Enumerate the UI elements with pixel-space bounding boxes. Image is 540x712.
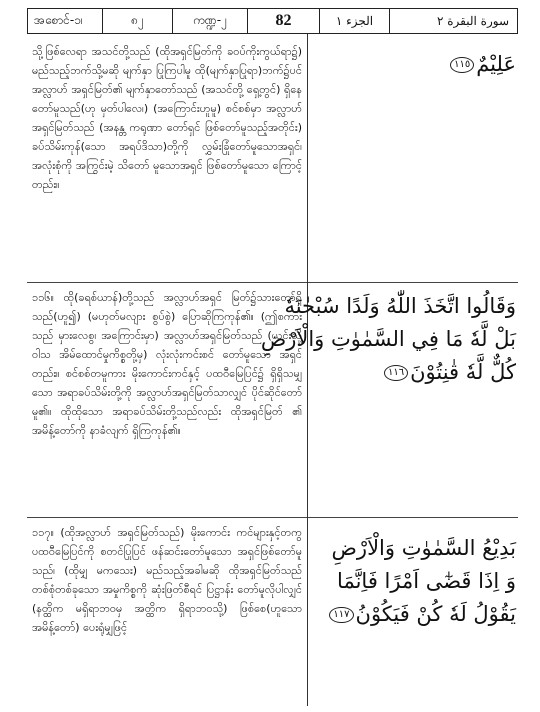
arabic-line: كُلٌّ لَّهٗ قٰنِتُوْنَ <box>410 360 516 384</box>
column-divider <box>307 34 308 706</box>
arabic-line: وَقَالُوا اتَّخَذَ اللّٰهُ وَلَدًا سُبْحٰنَهٗ <box>284 294 516 318</box>
header-surah-ar: سورة البقرة ٢ <box>436 14 509 28</box>
arabic-verse-116 <box>260 290 516 389</box>
arabic-line: بَدِيْعُ السَّمٰوٰتِ وَالْاَرْضِ <box>331 536 516 560</box>
verse-number-ornament: ١١٦ <box>384 365 408 381</box>
arabic-line: يَقُوْلُ لَهٗ كُنْ فَيَكُوْنُ <box>355 602 516 626</box>
section-rule <box>27 517 307 518</box>
arabic-line: بَلْ لَّهٗ مَا فِي السَّمٰوٰتِ وَالْاَرْضِ <box>260 327 516 351</box>
translation-text: ၁၁၇။ (ထိုအလ္လာဟ် အရှင်မြတ်သည်) မိုးကောင်း ကင်များနှင့်တကွ ပထဝီမြေပြင်ကို စတင်ပြုပြင် ဖန်ဆင်းတော်မူသော အရှင်ဖြစ်တော်မူသည်၊ (ထိုမျှ မကသေး) မည်သည့်အခါမဆို ထိုအရှင်မြတ်သည် တစ်စုံတစ်ခုသော အမှုကိစ္စကို ဆုံးဖြတ်စီရင် ပြဋ္ဌာန်း တော်မူလိုပါလျှင် (နတ္ထိက မရှိရာဘဝမှ အတ္ထိက ရှိရာဘဝသို့) ဖြစ်စေ(ဟူသောအမိန့်တော်) ပေးရုံမျှဖြင့် <box>32 526 302 634</box>
section-rule <box>308 282 518 283</box>
translation-text: သို့ဖြစ်လေရာ အသင်တို့သည် (ထိုအရှင်မြတ်ကို ခဝပ်ကိုးကွယ်ရာ၌) မည်သည့်ဘက်သို့မဆို မျက်နှာ ပြုကြပါမူ ထို(မျက်နှာပြုရာ)ဘက်၌ပင် အလ္လာဟ် အရှင်မြတ်၏ မျက်နှာတော်သည် (အသင်တို့ ရှေ့တွင်) ရှိနေတော်မူသည်(ဟု မှတ်ပါလေ၊) (အကြောင်းဟူမူ) စင်စစ်မှာ အလ္လာဟ်အရှင်မြတ်သည် (အနန္တ ကရုဏာ တော်ရှင် ဖြစ်တော်မူသည့်အတိုင်း) ခပ်သိမ်းကုန်(သော အရပ်ဒိသာ)တို့ကို လွှမ်းခြုံတော်မူသောအရှင်၊ အလုံးစုံကို အကြွင်းမဲ့ သိတော် မူသောအရှင် ဖြစ်တော်မူသော ကြောင့်တည်း။ <box>32 45 302 191</box>
header-page-number: 82 <box>248 9 320 33</box>
translation-para-115 <box>32 42 302 274</box>
verse-number-ornament: ١١٧ <box>329 607 353 623</box>
translation-text: ၁၁၆။ ထို(ခရစ်ယာန်)တို့သည် အလ္လာဟ်အရှင် မြတ်၌သားတော်ရှိသည်(ဟူ၍) (မဟုတ်မလျား စွပ်စွဲ) ပြောဆိုကြကုန်၏။ (ဤစကားသည် မှားလေစွ၊ အကြောင်းမှာ) အလ္လာဟ်အရှင်မြတ်သည် (ယင်းသို့ ဝါသ အိမ်ထောင်မှုကိစ္စတို့မှ) လုံးလုံးကင်းစင် တော်မူသော အရှင်တည်း။ စင်စစ်တမူကား မိုးကောင်းကင်နှင့် ပထဝီမြေပြင်၌ ရှိရှိသမျှသော အရာခပ်သိမ်းတို့ကို အလ္လာဟ်အရှင်မြတ်သာလျှင် ပိုင်ဆိုင်တော်မူ၏။ ထိုထိုသော အရာခပ်သိမ်းတို့သည်လည်း ထိုအရှင်မြတ် ၏ အမိန့်တော်ကို နာခံလျက် ရှိကြကုန်၏။ <box>32 291 302 437</box>
translation-para-117 <box>32 523 302 707</box>
header-page-mm: ၈၂ <box>103 9 173 33</box>
header-juz-ar: الجزء ١ <box>320 9 390 33</box>
arabic-verse-117 <box>316 532 516 631</box>
verse-number-ornament: ١١٥ <box>450 57 474 73</box>
arabic-text: عَلِيْمٌ <box>476 52 516 76</box>
arabic-line: وَ اِذَا قَضٰٓى اَمْرًا فَاِنَّمَا <box>337 569 516 593</box>
page-header <box>27 8 518 34</box>
header-part: အစောင်-၁၊ <box>28 9 103 33</box>
section-rule <box>308 517 518 518</box>
translation-para-116 <box>32 288 302 510</box>
section-rule <box>27 282 307 283</box>
header-juz-mm: ကဏ္ဍ-၂ <box>173 9 248 33</box>
arabic-verse-115-end <box>316 48 516 81</box>
